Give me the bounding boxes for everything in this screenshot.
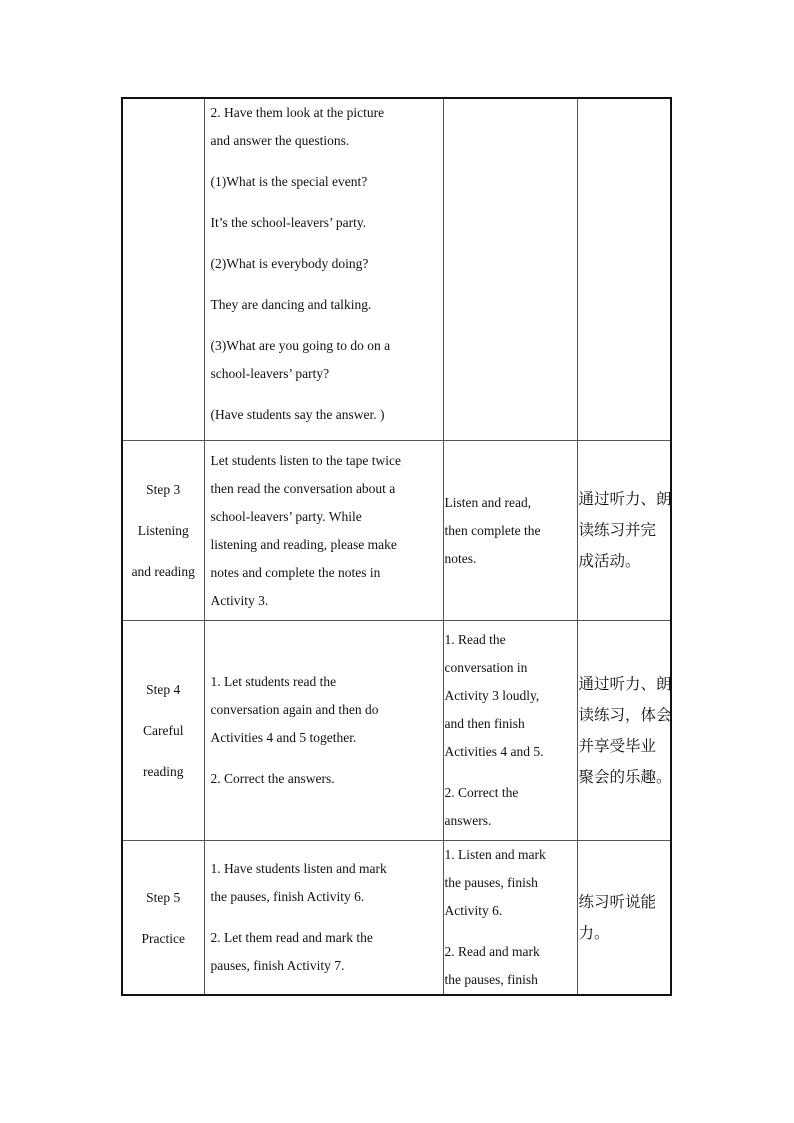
paragraph [211, 291, 439, 319]
step-label-line: Careful [143, 723, 184, 738]
text-line: 2. Read and mark [444, 944, 540, 959]
text-line: and answer the questions. [210, 133, 350, 148]
step-label-line: and reading [131, 564, 195, 579]
text-line: Activity 3 loudly, [444, 688, 540, 703]
paragraph-gap [211, 388, 439, 401]
text-line: answers. [444, 813, 492, 828]
purpose-line: 练习听说能 [578, 892, 657, 911]
paragraph [211, 668, 439, 752]
purpose-line: 读练习并完 [578, 521, 657, 539]
step-cell [122, 621, 204, 841]
table-row [122, 621, 671, 841]
paragraph-gap [211, 319, 439, 332]
text-line: 1. Read the [444, 632, 506, 647]
text-line: 1. Let students read the [210, 674, 337, 689]
paragraph [211, 447, 439, 615]
paragraph [211, 765, 439, 793]
purpose-line: 读练习，体会 [578, 705, 672, 724]
purpose-line: 通过听力、朗 [578, 674, 672, 693]
text-line: It’s the school-leavers’ party. [210, 215, 367, 230]
purpose-line: 并享受毕业 [578, 736, 657, 755]
text-line: listening and reading, please make [210, 536, 397, 552]
student-activity-cell [443, 621, 577, 841]
text-line: Let students listen to the tape twice [210, 452, 401, 468]
text-line: notes. [444, 550, 477, 566]
text-line: (2)What is everybody doing? [210, 256, 369, 271]
purpose-line: 聚会的乐趣。 [578, 767, 672, 786]
student-activity-cell [443, 441, 577, 621]
paragraph [211, 168, 439, 196]
paragraph [211, 99, 439, 155]
table-row [122, 98, 671, 441]
text-line: 2. Have them look at the picture [210, 105, 385, 120]
text-line: (3)What are you going to do on a [210, 338, 391, 353]
teacher-activity-cell [204, 98, 443, 441]
text-line: pauses, finish Activity 7. [210, 958, 345, 973]
purpose-cell [577, 621, 671, 841]
step-label-line: Step 3 [146, 482, 181, 497]
text-line: 1. Listen and mark [444, 847, 546, 862]
text-line: (1)What is the special event? [210, 174, 368, 189]
paragraph [211, 332, 439, 388]
paragraph [211, 924, 439, 980]
paragraph [445, 489, 573, 573]
text-line: Activity 6. [444, 903, 503, 918]
text-line: (Have students say the answer. ) [210, 407, 385, 422]
teacher-activity-cell [204, 621, 443, 841]
paragraph [445, 626, 573, 766]
text-line: notes and complete the notes in [210, 564, 381, 580]
student-activity-cell [443, 841, 577, 996]
paragraph-gap [211, 237, 439, 250]
text-line: They are dancing and talking. [210, 297, 372, 312]
step-label-line: Listening [137, 523, 189, 538]
table-row [122, 841, 671, 996]
paragraph [211, 250, 439, 278]
text-line: 2. Correct the answers. [210, 771, 335, 786]
step-label-line: Step 5 [146, 889, 181, 905]
paragraph-gap [445, 925, 573, 938]
text-line: Activity 3. [210, 592, 269, 608]
paragraph-gap [211, 196, 439, 209]
text-line: the pauses, finish [444, 875, 538, 890]
text-line: school-leavers’ party. While [210, 508, 362, 524]
step-label-line: Step 4 [146, 682, 181, 697]
paragraph [445, 938, 573, 994]
purpose-cell [577, 841, 671, 996]
text-line: Listen and read, [444, 494, 532, 510]
step-label-line: reading [143, 764, 184, 779]
purpose-line: 成活动。 [578, 552, 641, 570]
text-line: conversation again and then do [210, 702, 379, 717]
paragraph [211, 855, 439, 911]
text-line: conversation in [444, 660, 528, 675]
text-line: and then finish [444, 716, 525, 731]
purpose-line: 通过听力、朗 [578, 490, 672, 508]
text-line: 2. Correct the [444, 785, 519, 800]
student-activity-cell [443, 98, 577, 441]
paragraph-gap [211, 752, 439, 765]
text-line: the pauses, finish Activity 6. [210, 889, 365, 904]
paragraph [211, 209, 439, 237]
text-line: 1. Have students listen and mark [210, 861, 387, 876]
text-line: Activities 4 and 5. [444, 744, 544, 759]
purpose-cell [577, 441, 671, 621]
paragraph-gap [211, 278, 439, 291]
text-line: Activities 4 and 5 together. [210, 730, 357, 745]
paragraph-gap [211, 155, 439, 168]
table-row [122, 441, 671, 621]
paragraph [445, 779, 573, 835]
text-line: the pauses, finish [444, 972, 538, 987]
text-line: 2. Let them read and mark the [210, 930, 373, 945]
teacher-activity-cell [204, 841, 443, 996]
step-cell [122, 441, 204, 621]
purpose-cell [577, 98, 671, 441]
paragraph-gap [445, 766, 573, 779]
text-line: then complete the [444, 522, 541, 538]
purpose-line: 力。 [578, 923, 610, 942]
paragraph [445, 841, 573, 925]
step-label-line: Practice [141, 930, 185, 946]
text-line: then read the conversation about a [210, 480, 396, 496]
paragraph [211, 401, 439, 429]
lesson-plan-table [121, 97, 672, 996]
text-line: school-leavers’ party? [210, 366, 330, 381]
teacher-activity-cell [204, 441, 443, 621]
step-cell [122, 98, 204, 441]
paragraph-gap [211, 911, 439, 924]
step-cell [122, 841, 204, 996]
